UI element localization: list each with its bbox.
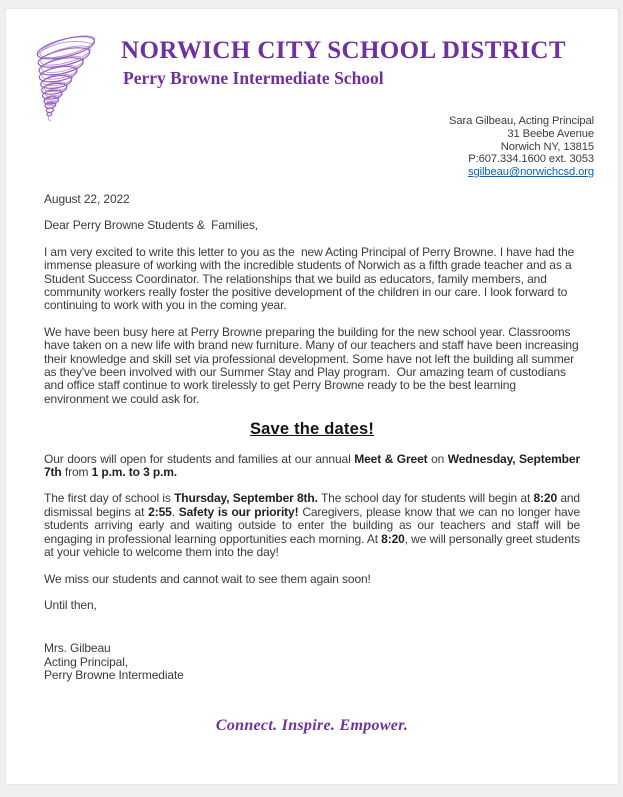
paragraph-miss-students: We miss our students and cannot wait to see them again soon! [44,571,371,586]
letter-date: August 22, 2022 [44,191,130,206]
letterhead [6,9,618,123]
contact-city: Norwich NY, 13815 [500,140,594,153]
signature-name: Mrs. Gilbeau [44,641,111,656]
school-name: Perry Browne Intermediate School [123,68,384,88]
contact-block [6,115,618,179]
paragraph-building-update: We have been busy here at Perry Browne preparing the building for the new school year. Classrooms have taken on a new life with brand new furniture. Many of our teachers and staff have been increasing their knowledge and skill set via professional development. Some have not left the building all summer as they've been involved with our Summer Stay and Play program. Our amazing team of custodians and office staff continue to work tirelessly to get Perry Browne ready to be the best learning environment we could ask for. [44,324,582,406]
paragraph-meet-and-greet: Our doors will open for students and families at our annual Meet & Greet on Wednesday, September 7th from 1 p.m. to 3 p.m. [44,451,584,480]
letterhead-text [121,35,566,89]
paragraph-intro: I am very excited to write this letter to you as the new Acting Principal of Perry Browne. I have had the immense pleasure of working with the incredible students of Norwich as a fifth grade teacher and as a Student Success Coordinator. The relationships that we build as educators, family members, and community workers really foster the positive development of the children in our care. I look forward to continuing to work with you in the coming year. [44,244,578,313]
closing-line: Until then, [44,597,97,612]
district-motto: Connect. Inspire. Empower. [215,716,409,734]
save-the-dates-heading: Save the dates! [249,420,375,439]
district-name: NORWICH CITY SCHOOL DISTRICT [121,37,566,64]
contact-phone: P:607.334.1600 ext. 3053 [468,153,594,166]
signature-block [44,642,580,682]
letter-body [6,179,618,732]
letter-page [5,8,619,785]
signature-school: Perry Browne Intermediate [44,668,184,683]
contact-street: 31 Beebe Avenue [507,127,594,140]
contact-principal: Sara Gilbeau, Acting Principal [448,115,594,127]
paragraph-first-day: The first day of school is Thursday, September 8th. The school day for students will begin at 8:20 and dismissal begins at 2:55. Safety is our priority! Caregivers, please know that we can no longer have students arriving early and waiting outside to enter the building as our teachers and staff will be engaging in professional learning opportunities each morning. At 8:20, we will personally greet students at your vehicle to welcome them into the day! [44,491,584,560]
signature-title: Acting Principal, [44,654,128,669]
tornado-scribble-logo-icon [29,35,99,123]
salutation: Dear Perry Browne Students & Families, [44,218,259,233]
email-link[interactable]: sgilbeau@norwichcsd.org [468,166,594,179]
